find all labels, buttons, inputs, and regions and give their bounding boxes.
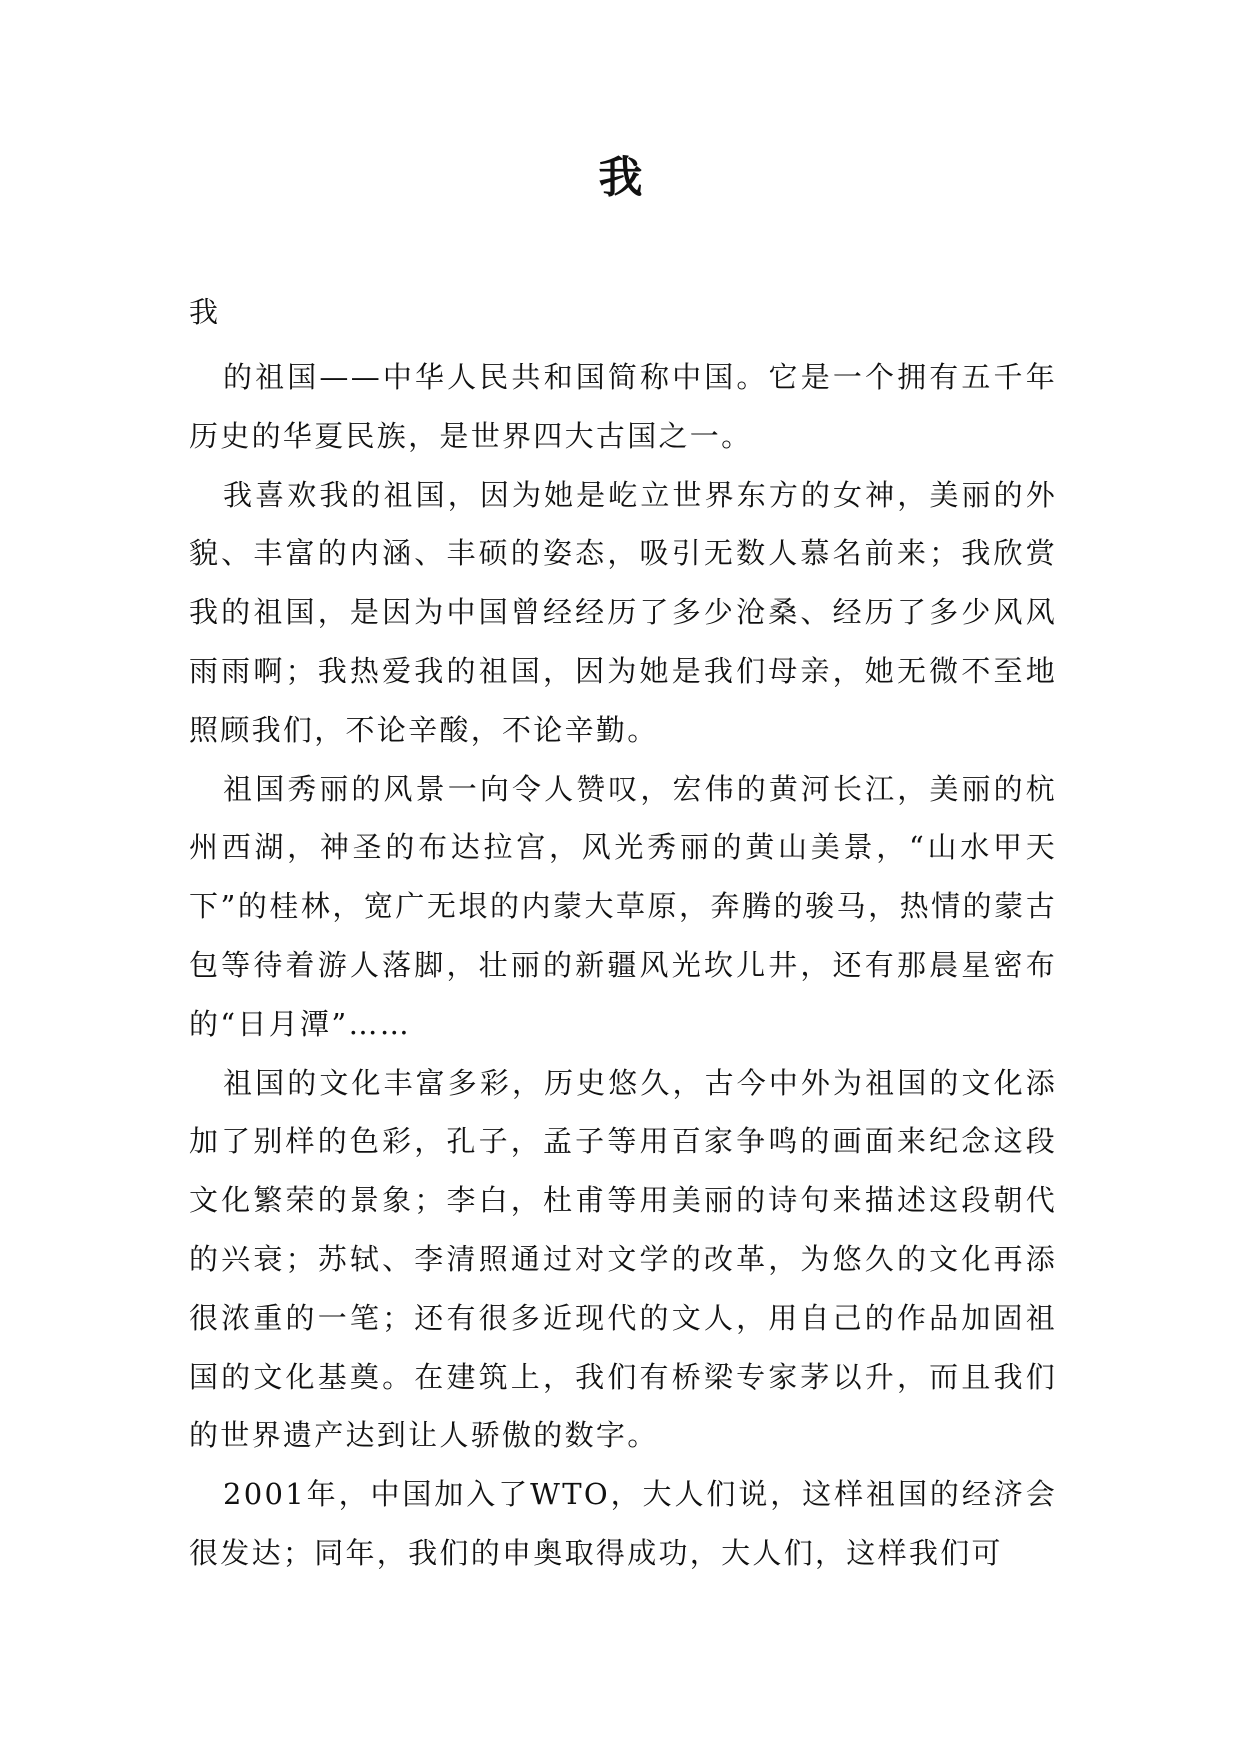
- body-text: [189, 348, 1057, 1583]
- lead-character: 我: [189, 295, 219, 329]
- paragraph-5: 2001年，中国加入了WTO，大人们说，这样祖国的经济会很发达；同年，我们的申奥取得成功，大人们，这样我们可: [189, 1477, 1057, 1570]
- paragraph-3: 祖国秀丽的风景一向令人赞叹，宏伟的黄河长江，美丽的杭州西湖，神圣的布达拉宫，风光秀丽的黄山美景，“山水甲天下”的桂林，宽广无垠的内蒙大草原，奔腾的骏马，热情的蒙古包等待着游人落脚，壮丽的新疆风光坎儿井，还有那晨星密布的“日月潭”……: [189, 771, 1057, 1041]
- paragraph-2: 我喜欢我的祖国，因为她是屹立世界东方的女神，美丽的外貌、丰富的内涵、丰硕的姿态，吸引无数人慕名前来；我欣赏我的祖国，是因为中国曾经经历了多少沧桑、经历了多少风风雨雨啊；我热爱我的祖国，因为她是我们母亲，她无微不至地照顾我们，不论辛酸，不论辛勤。: [189, 477, 1057, 747]
- page-title: 我: [598, 152, 643, 203]
- paragraph-1: 的祖国——中华人民共和国简称中国。它是一个拥有五千年历史的华夏民族，是世界四大古国之一。: [189, 360, 1057, 453]
- paragraph-4: 祖国的文化丰富多彩，历史悠久，古今中外为祖国的文化添加了别样的色彩，孔子，孟子等用百家争鸣的画面来纪念这段文化繁荣的景象；李白，杜甫等用美丽的诗句来描述这段朝代的兴衰；苏轼、李清照通过对文学的改革，为悠久的文化再添很浓重的一笔；还有很多近现代的文人，用自己的作品加固祖国的文化基奠。在建筑上，我们有桥梁专家茅以升，而且我们的世界遗产达到让人骄傲的数字。: [189, 1065, 1057, 1453]
